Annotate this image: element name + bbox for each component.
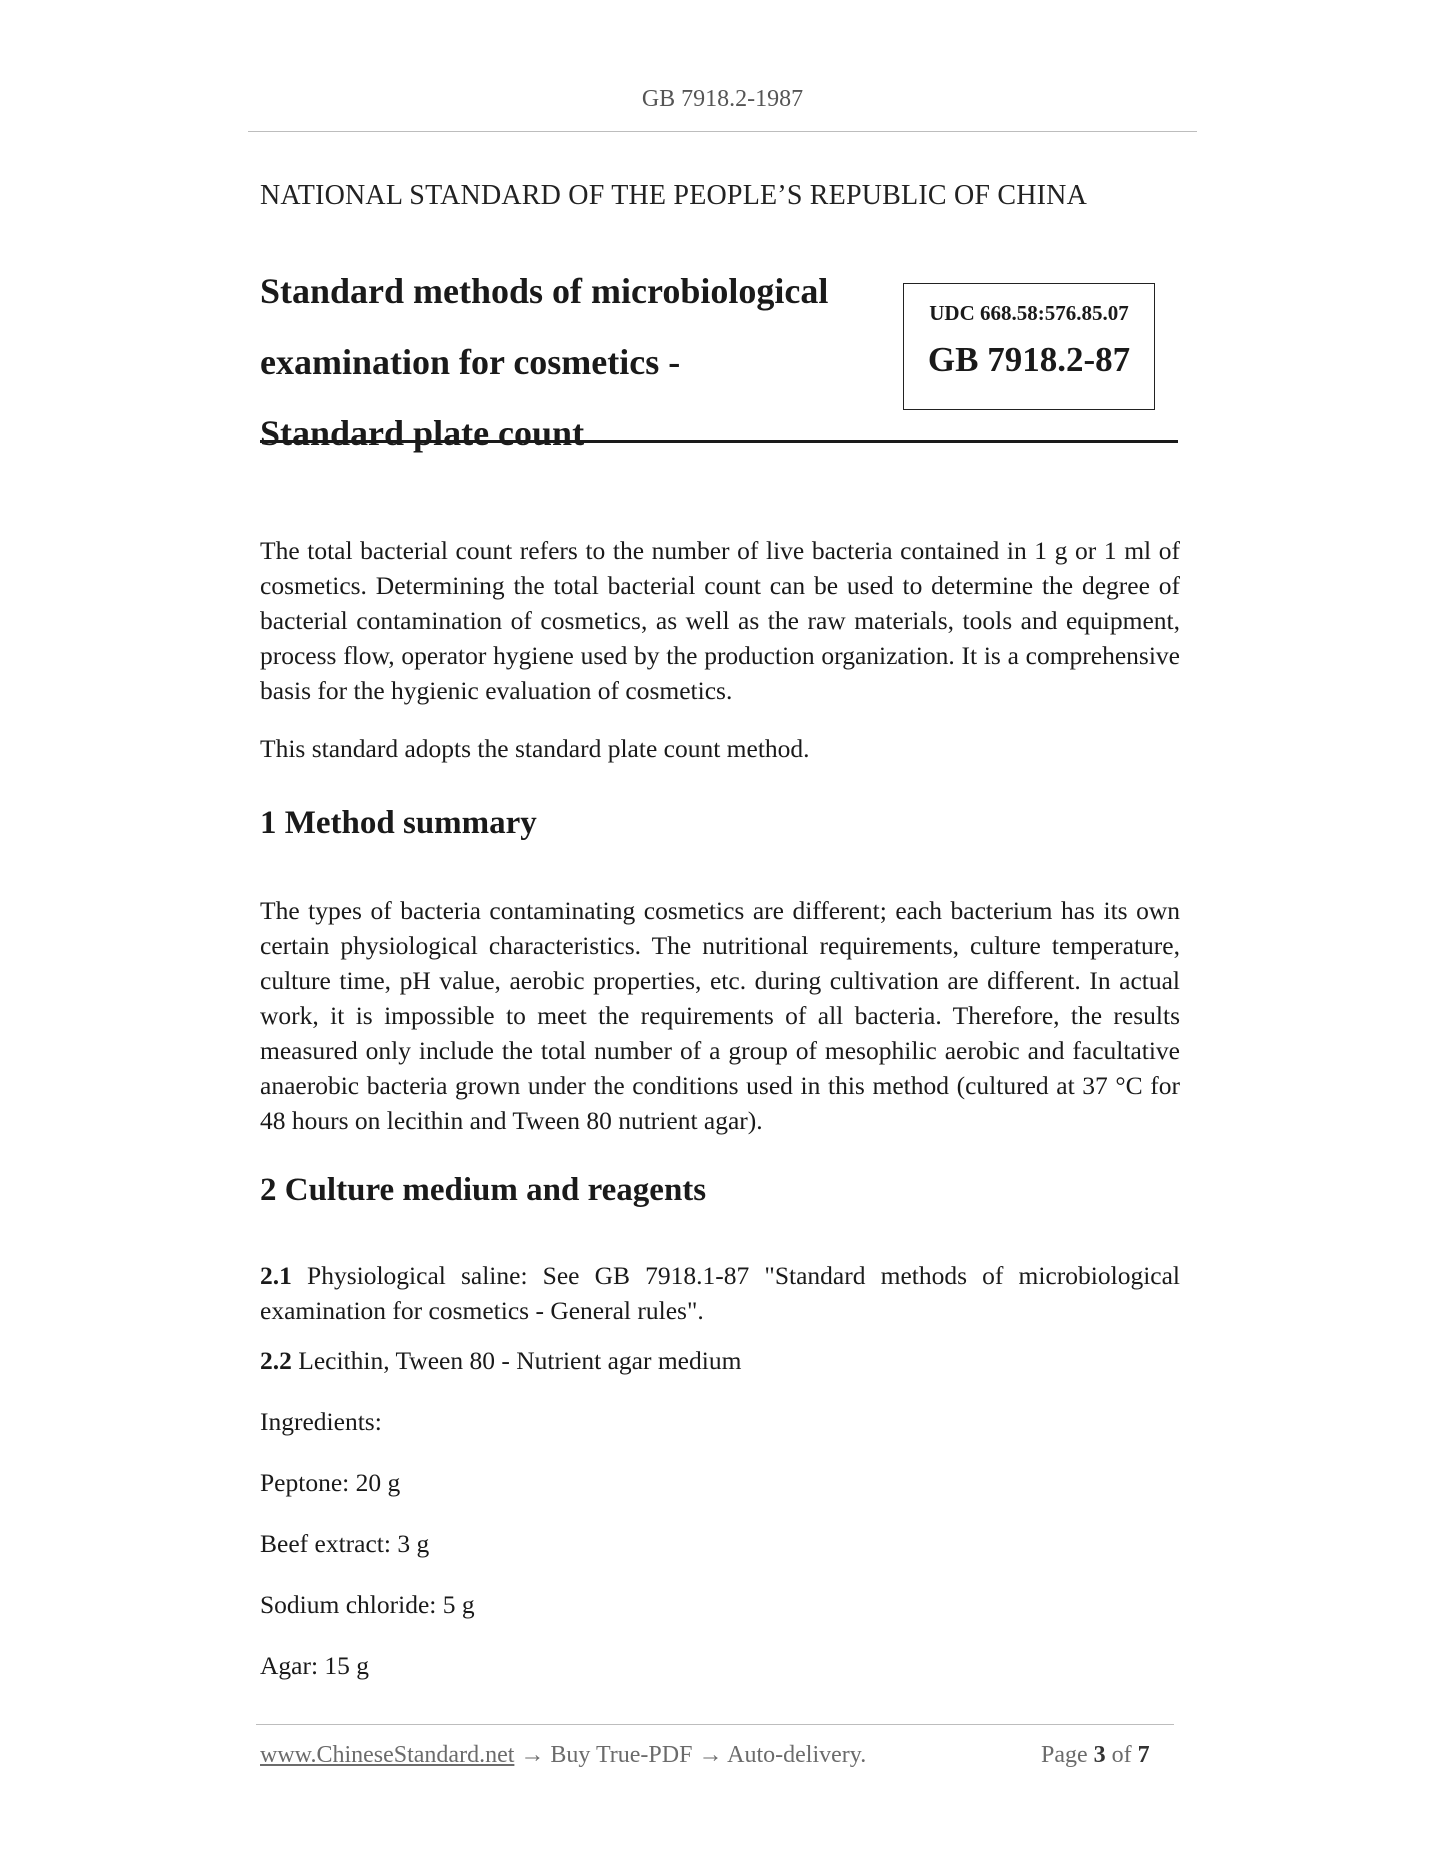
intro-paragraph-1: The total bacterial count refers to the number of live bacteria contained in 1 g or 1 ml of cosmetics. Determining the total bacterial count can be used to determine the degree of bacterial contamination of cosmetics, as well as the raw materials, tools and equipment, process flow, operator hygiene used by the production organization. It is a comprehensive basis for the hygienic evaluation of cosmetics. xyxy=(260,536,1180,705)
document-title xyxy=(260,256,828,469)
arrow-right-icon: → xyxy=(698,1742,723,1768)
udc-code: UDC 668.58:576.85.07 xyxy=(929,301,1129,325)
buy-pdf-text: Buy True-PDF xyxy=(550,1742,693,1768)
ingredient-item: Sodium chloride: 5 g xyxy=(260,1590,475,1619)
page-total: 7 xyxy=(1137,1742,1150,1768)
page-of: of xyxy=(1111,1742,1132,1768)
ingredients-label: Ingredients: xyxy=(260,1407,382,1436)
clause-2-2-text: Lecithin, Tween 80 - Nutrient agar medium xyxy=(298,1346,742,1375)
gb-code: GB 7918.2-87 xyxy=(927,340,1131,379)
document-title-line-2: examination for cosmetics - xyxy=(260,342,681,382)
ingredient-item: Beef extract: 3 g xyxy=(260,1529,430,1558)
page-indicator xyxy=(1041,1742,1150,1769)
footer-promo xyxy=(260,1742,866,1769)
running-header: GB 7918.2-1987 xyxy=(641,86,804,112)
document-title-line-3: Standard plate count xyxy=(260,413,585,453)
document-title-line-1: Standard methods of microbiological xyxy=(260,271,829,311)
arrow-right-icon: → xyxy=(520,1742,545,1768)
clause-2-1 xyxy=(260,1258,1180,1328)
page-current: 3 xyxy=(1093,1742,1106,1768)
auto-delivery-text: Auto-delivery. xyxy=(727,1742,867,1768)
header-divider xyxy=(248,131,1197,132)
clause-2-2 xyxy=(260,1346,741,1376)
section-1-paragraph: The types of bacteria contaminating cosmetics are different; each bacterium has its own certain physiological characteristics. The nutritional requirements, culture temperature, culture time, pH value, aerobic properties, etc. during cultivation are different. In actual work, it is impossible to meet the requirements of all bacteria. Therefore, the results measured only include the total number of a group of mesophilic aerobic and facultative anaerobic bacteria grown under the conditions used in this method (cultured at 37 °C for 48 hours on lecithin and Tween 80 nutrient agar). xyxy=(260,896,1180,1135)
ingredient-item: Peptone: 20 g xyxy=(260,1468,401,1497)
page-label: Page xyxy=(1041,1742,1088,1768)
ingredient-item: Agar: 15 g xyxy=(260,1651,370,1680)
clause-2-1-number: 2.1 xyxy=(260,1261,292,1290)
clause-2-1-text: Physiological saline: See GB 7918.1-87 "Standard methods of microbiological examination for cosmetics - General rules". xyxy=(260,1261,1180,1325)
national-standard-title: NATIONAL STANDARD OF THE PEOPLE’S REPUBLIC OF CHINA xyxy=(260,180,1087,211)
standard-code-box xyxy=(903,283,1155,410)
footer-divider xyxy=(256,1724,1174,1725)
section-2-heading: 2 Culture medium and reagents xyxy=(260,1172,707,1208)
section-1-heading: 1 Method summary xyxy=(260,805,537,841)
site-link[interactable]: www.ChineseStandard.net xyxy=(260,1742,515,1768)
clause-2-2-number: 2.2 xyxy=(260,1346,292,1375)
title-underline xyxy=(260,440,1178,443)
intro-paragraph-2: This standard adopts the standard plate count method. xyxy=(260,734,810,763)
